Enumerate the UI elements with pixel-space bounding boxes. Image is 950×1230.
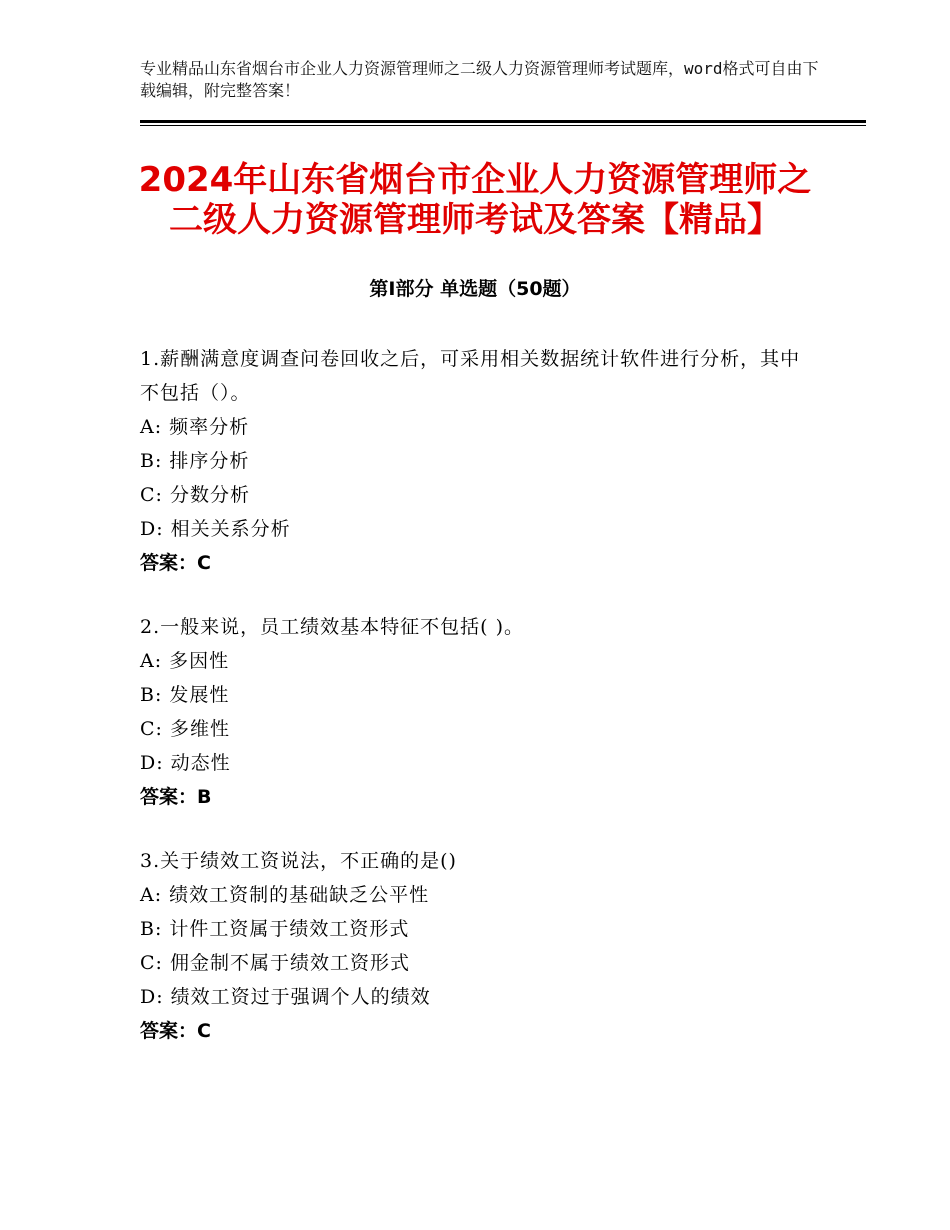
option-d: D: 动态性 (140, 752, 231, 774)
option-c: C: 佣金制不属于绩效工资形式 (140, 952, 410, 974)
header-rule-thick (140, 120, 866, 123)
answer: 答案：B (140, 786, 212, 808)
question-2 (140, 610, 820, 814)
answer: 答案：C (140, 552, 211, 574)
option-b: B: 计件工资属于绩效工资形式 (140, 918, 410, 940)
answer: 答案：C (140, 1020, 211, 1042)
document-title-line-2: 二级人力资源管理师考试及答案【精品】 (169, 200, 781, 240)
document-title (100, 160, 850, 240)
document-title-line-1: 2024年山东省烟台市企业人力资源管理师之 (138, 160, 812, 200)
question-stem: 1.薪酬满意度调查问卷回收之后，可采用相关数据统计软件进行分析，其中不包括（）。 (140, 348, 801, 404)
question-1 (140, 342, 820, 580)
option-b: B: 发展性 (140, 684, 230, 706)
question-stem: 3.关于绩效工资说法，不正确的是() (140, 850, 457, 872)
option-b: B: 排序分析 (140, 450, 250, 472)
option-c: C: 分数分析 (140, 484, 250, 506)
option-d: D: 相关关系分析 (140, 518, 291, 540)
question-stem: 2.一般来说，员工绩效基本特征不包括( )。 (140, 616, 524, 638)
option-a: A: 频率分析 (140, 416, 250, 438)
header-rule-thin (140, 125, 866, 126)
question-list (140, 342, 820, 1078)
option-a: A: 多因性 (140, 650, 230, 672)
section-title: 第I部分 单选题（50题） (369, 278, 581, 300)
option-a: A: 绩效工资制的基础缺乏公平性 (140, 884, 430, 906)
question-3 (140, 844, 820, 1048)
option-d: D: 绩效工资过于强调个人的绩效 (140, 986, 431, 1008)
header-note: 专业精品山东省烟台市企业人力资源管理师之二级人力资源管理师考试题库，word格式可自由下载编辑，附完整答案！ (140, 59, 819, 100)
option-c: C: 多维性 (140, 718, 230, 740)
